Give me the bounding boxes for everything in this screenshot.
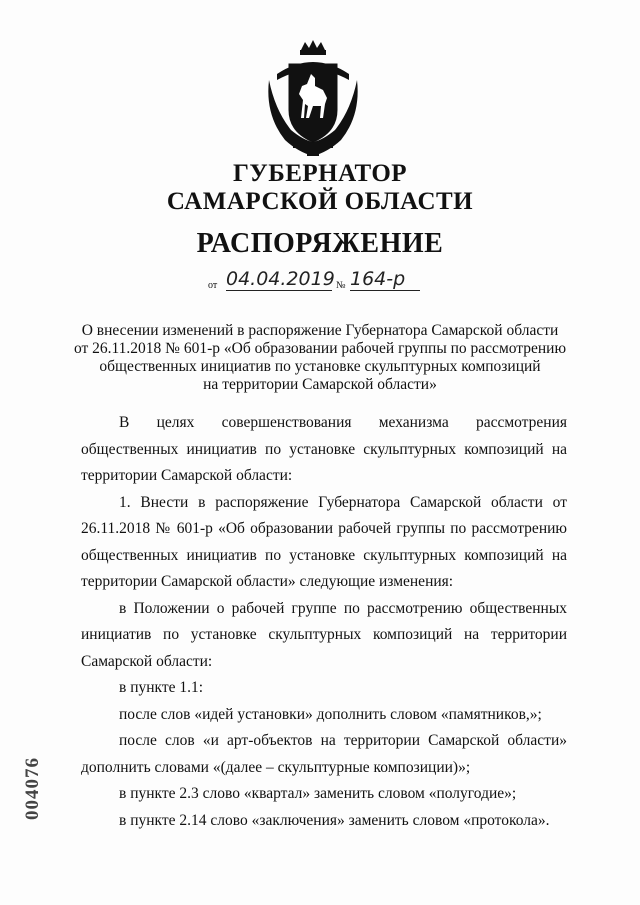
handwritten-date: 04.04.2019: [226, 268, 335, 290]
subject-line: от 26.11.2018 № 601-р «Об образовании рабочей группы по рассмотрению: [73, 340, 567, 357]
subject-line: О внесении изменений в распоряжение Губернатора Самарской области: [81, 322, 559, 339]
number-label: №: [336, 280, 346, 291]
date-from-label: от: [208, 280, 218, 291]
body-paragraph: В целях совершенствования механизма рассмотрения общественных инициатив по установке скульптурных композиций на территории Самарской области:: [81, 414, 567, 484]
coat-of-arms-emblem: [263, 40, 363, 158]
date-number-line: [208, 268, 438, 294]
body-paragraph: после слов «идей установки» дополнить словом «памятников,»;: [119, 705, 542, 723]
document-body: [81, 410, 567, 834]
body-paragraph: в Положении о рабочей группе по рассмотрению общественных инициатив по установке скульптурных композиций на территории Самарской области:: [81, 599, 567, 670]
side-serial-number: 004076: [22, 757, 43, 820]
handwritten-number: 164-р: [350, 268, 420, 291]
body-paragraph: в пункте 1.1:: [119, 679, 204, 696]
document-subject: [60, 322, 580, 394]
subject-line: общественных инициатив по установке скульптурных композиций: [99, 358, 541, 375]
header-region: САМАРСКОЙ ОБЛАСТИ: [166, 188, 474, 215]
body-paragraph: 1. Внести в распоряжение Губернатора Самарской области от 26.11.2018 № 601-р «Об образовании рабочей группы по рассмотрению общественных инициатив по установке скульптурных композиций на территории Самарской области» следующие изменения:: [81, 493, 567, 590]
subject-line: на территории Самарской области»: [203, 376, 437, 393]
body-paragraph: в пункте 2.14 слово «заключения» заменить словом «протокола».: [119, 811, 550, 829]
header-governor: ГУБЕРНАТОР: [232, 160, 408, 187]
body-paragraph: в пункте 2.3 слово «квартал» заменить словом «полугодие»;: [119, 785, 517, 802]
document-type-title: РАСПОРЯЖЕНИЕ: [196, 228, 444, 259]
body-paragraph: после слов «и арт-объектов на территории Самарской области» дополнить словами «(далее – скульптурные композиции)»;: [81, 732, 567, 776]
